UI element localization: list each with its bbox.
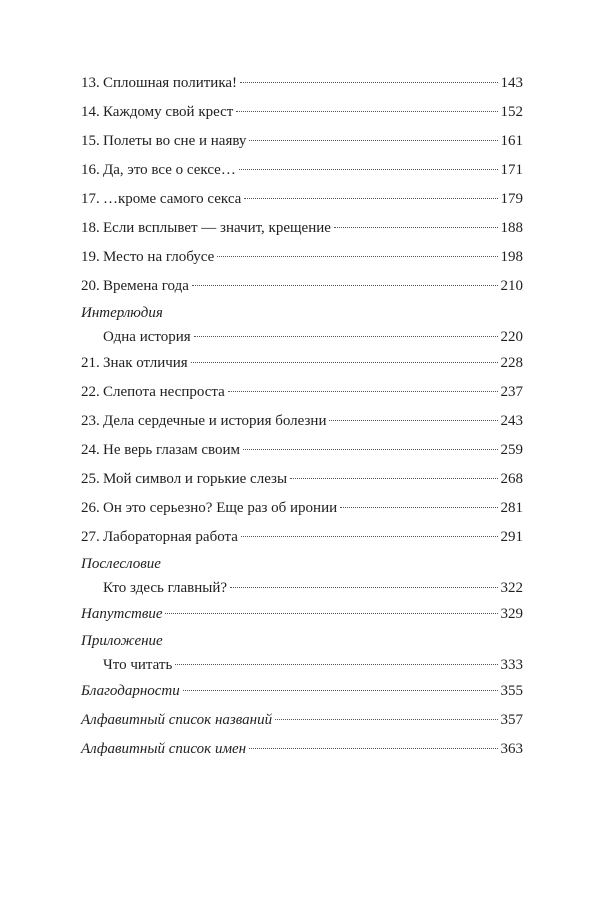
page-number: 268 bbox=[500, 471, 523, 487]
dot-leader bbox=[183, 690, 498, 691]
entry-title: Слепота неспроста bbox=[103, 384, 225, 400]
toc-entry[interactable] bbox=[81, 378, 523, 407]
toc-entry[interactable] bbox=[81, 156, 523, 185]
entry-title: Если всплывет — значит, крещение bbox=[103, 220, 331, 236]
chapter-number: 18. bbox=[81, 220, 100, 236]
page-number: 220 bbox=[500, 329, 523, 345]
chapter-number: 27. bbox=[81, 529, 100, 545]
section-heading bbox=[81, 552, 523, 577]
dot-leader bbox=[334, 227, 498, 228]
entry-title: Он это серьезно? Еще раз об иронии bbox=[103, 500, 338, 516]
chapter-number: 20. bbox=[81, 278, 100, 294]
dot-leader bbox=[340, 507, 497, 508]
entry-title: Одна история bbox=[103, 329, 191, 345]
dot-leader bbox=[240, 82, 497, 83]
dot-leader bbox=[241, 536, 498, 537]
toc-entry[interactable] bbox=[81, 706, 523, 735]
dot-leader bbox=[230, 587, 497, 588]
entry-title: Не верь глазам своим bbox=[103, 442, 240, 458]
toc-entry[interactable] bbox=[81, 98, 523, 127]
page-number: 237 bbox=[500, 384, 523, 400]
page-number: 188 bbox=[500, 220, 523, 236]
entry-title: Алфавитный список названий bbox=[81, 712, 273, 728]
page-number: 322 bbox=[500, 580, 523, 596]
chapter-number: 14. bbox=[81, 104, 100, 120]
toc-entry[interactable] bbox=[81, 185, 523, 214]
dot-leader bbox=[249, 748, 497, 749]
chapter-number: 26. bbox=[81, 500, 100, 516]
toc-entry[interactable] bbox=[81, 272, 523, 301]
toc-entry[interactable] bbox=[81, 407, 523, 436]
chapter-number: 16. bbox=[81, 162, 100, 178]
chapter-number: 21. bbox=[81, 355, 100, 371]
page-number: 228 bbox=[500, 355, 523, 371]
page-number: 243 bbox=[500, 413, 523, 429]
entry-title: Времена года bbox=[103, 278, 189, 294]
table-of-contents bbox=[81, 69, 523, 764]
entry-title: Знак отличия bbox=[103, 355, 188, 371]
entry-title: Благодарности bbox=[81, 683, 180, 699]
dot-leader bbox=[165, 613, 497, 614]
chapter-number: 22. bbox=[81, 384, 100, 400]
chapter-number: 19. bbox=[81, 249, 100, 265]
page-number: 161 bbox=[500, 133, 523, 149]
section-heading bbox=[81, 301, 523, 326]
page-number: 281 bbox=[500, 500, 523, 516]
entry-title: Место на глобусе bbox=[103, 249, 215, 265]
toc-entry[interactable] bbox=[81, 465, 523, 494]
page-number: 210 bbox=[500, 278, 523, 294]
toc-entry[interactable] bbox=[81, 127, 523, 156]
toc-entry[interactable] bbox=[81, 735, 523, 764]
entry-title: Каждому свой крест bbox=[103, 104, 234, 120]
page-number: 259 bbox=[500, 442, 523, 458]
chapter-number: 24. bbox=[81, 442, 100, 458]
dot-leader bbox=[239, 169, 498, 170]
dot-leader bbox=[175, 664, 497, 665]
entry-title: Алфавитный список имен bbox=[81, 741, 247, 757]
dot-leader bbox=[275, 719, 497, 720]
entry-title: Полеты во сне и наяву bbox=[103, 133, 247, 149]
page-number: 355 bbox=[500, 683, 523, 699]
toc-entry[interactable] bbox=[81, 214, 523, 243]
section-heading-title: Приложение bbox=[81, 633, 163, 649]
section-heading-title: Интерлюдия bbox=[81, 305, 163, 321]
dot-leader bbox=[217, 256, 497, 257]
entry-title: Лабораторная работа bbox=[103, 529, 238, 545]
dot-leader bbox=[243, 449, 498, 450]
page-number: 291 bbox=[500, 529, 523, 545]
page-number: 363 bbox=[500, 741, 523, 757]
entry-title: Кто здесь главный? bbox=[103, 580, 228, 596]
page-number: 357 bbox=[500, 712, 523, 728]
toc-entry[interactable] bbox=[81, 654, 523, 677]
toc-entry[interactable] bbox=[81, 523, 523, 552]
toc-entry[interactable] bbox=[81, 677, 523, 706]
toc-entry[interactable] bbox=[81, 436, 523, 465]
section-heading bbox=[81, 629, 523, 654]
chapter-number: 17. bbox=[81, 191, 100, 207]
dot-leader bbox=[236, 111, 497, 112]
entry-title: Дела сердечные и история болезни bbox=[103, 413, 327, 429]
dot-leader bbox=[191, 362, 498, 363]
toc-entry[interactable] bbox=[81, 243, 523, 272]
entry-title: Сплошная политика! bbox=[103, 75, 238, 91]
section-heading-title: Послесловие bbox=[81, 556, 161, 572]
chapter-number: 25. bbox=[81, 471, 100, 487]
dot-leader bbox=[228, 391, 498, 392]
toc-entry[interactable] bbox=[81, 577, 523, 600]
toc-entry[interactable] bbox=[81, 494, 523, 523]
page-number: 152 bbox=[500, 104, 523, 120]
page-number: 143 bbox=[500, 75, 523, 91]
dot-leader bbox=[194, 336, 498, 337]
page-number: 333 bbox=[500, 657, 523, 673]
toc-entry[interactable] bbox=[81, 326, 523, 349]
dot-leader bbox=[329, 420, 497, 421]
chapter-number: 23. bbox=[81, 413, 100, 429]
dot-leader bbox=[249, 140, 497, 141]
chapter-number: 15. bbox=[81, 133, 100, 149]
dot-leader bbox=[192, 285, 498, 286]
page-number: 171 bbox=[500, 162, 523, 178]
entry-title: Что читать bbox=[103, 657, 173, 673]
page-number: 329 bbox=[500, 606, 523, 622]
entry-title: Мой символ и горькие слезы bbox=[103, 471, 288, 487]
entry-title: Напутствие bbox=[81, 606, 163, 622]
dot-leader bbox=[290, 478, 497, 479]
page-number: 179 bbox=[500, 191, 523, 207]
toc-entry[interactable] bbox=[81, 600, 523, 629]
entry-title: Да, это все о сексе… bbox=[103, 162, 236, 178]
chapter-number: 13. bbox=[81, 75, 100, 91]
toc-entry[interactable] bbox=[81, 349, 523, 378]
entry-title: …кроме самого секса bbox=[103, 191, 242, 207]
page-number: 198 bbox=[500, 249, 523, 265]
dot-leader bbox=[244, 198, 497, 199]
toc-entry[interactable] bbox=[81, 69, 523, 98]
